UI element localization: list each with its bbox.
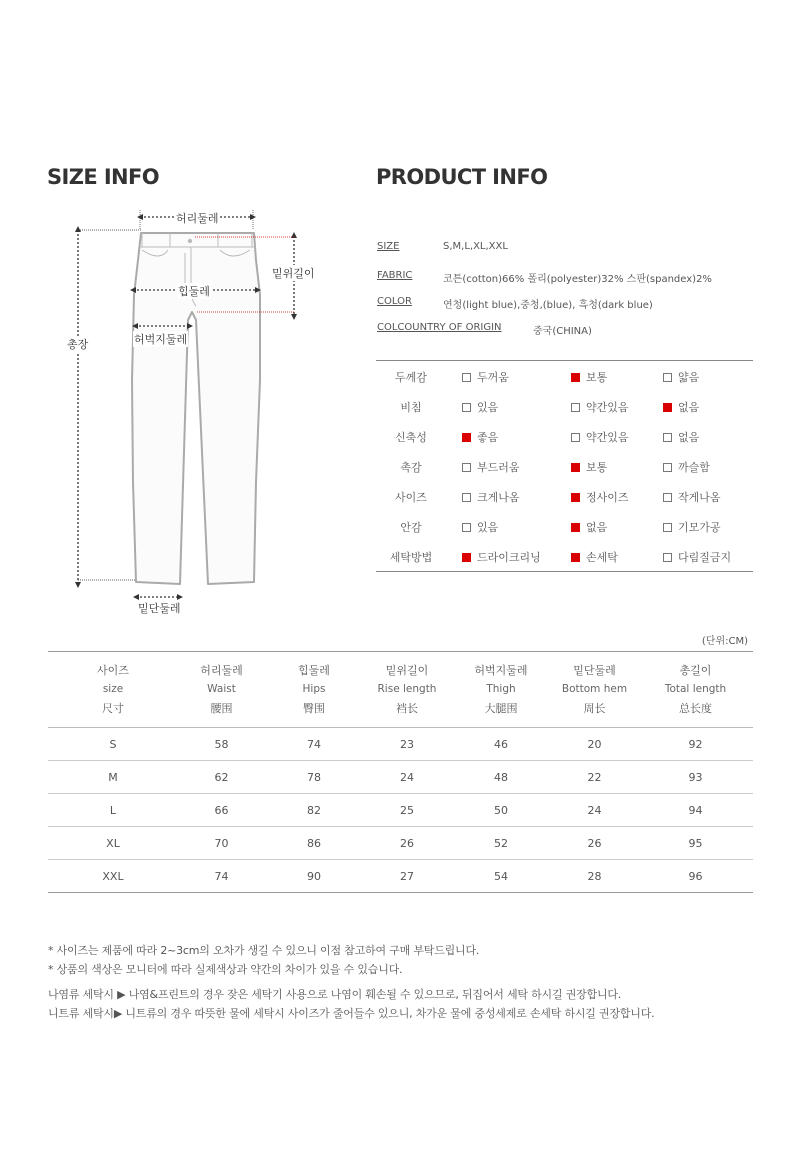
table-row [48,794,753,827]
checked-box-icon [663,403,672,412]
size-table-header [48,652,753,728]
info-key: FABRIC [377,270,413,281]
table-cell: 66 [178,794,265,827]
table-cell: 48 [451,761,551,794]
feel-option [663,399,699,415]
header-ko: 허리둘레 [200,664,243,677]
feel-option [571,549,618,565]
unchecked-box-icon [462,403,471,412]
header-zh: 裆长 [396,702,418,715]
feel-option [663,369,699,385]
feel-row [376,451,753,481]
header-en: size [102,683,124,695]
header-en: Total length [664,683,727,695]
table-cell: 90 [265,860,363,893]
rise-label: 밑위길이 [272,267,315,280]
hem-label: 밑단둘레 [138,602,181,615]
total-length-label: 총장 [67,338,89,351]
table-cell: 25 [363,794,451,827]
size-info-title: SIZE INFO [47,165,160,189]
feel-option-label: 드라이크리닝 [477,551,541,564]
feel-option-label: 약간있음 [586,401,629,414]
feel-option [571,399,629,415]
table-cell: 23 [363,728,451,761]
table-cell: 94 [638,794,753,827]
table-cell: 70 [178,827,265,860]
checked-box-icon [571,463,580,472]
unchecked-box-icon [663,433,672,442]
thigh-label: 허벅지둘레 [134,333,188,346]
unchecked-box-icon [571,403,580,412]
table-cell: 52 [451,827,551,860]
table-cell: 78 [265,761,363,794]
table-cell: 74 [178,860,265,893]
feel-option [462,399,498,415]
table-cell: 54 [451,860,551,893]
info-key: COLOR [377,296,412,307]
table-cell: 50 [451,794,551,827]
feel-option [663,459,710,475]
header-ko: 밑위길이 [385,664,429,677]
unchecked-box-icon [462,373,471,382]
product-info-title: PRODUCT INFO [376,165,548,189]
feel-label: 두께감 [395,371,427,384]
feel-row [376,481,753,511]
table-cell: 82 [265,794,363,827]
table-cell: XXL [48,860,178,893]
feel-option-label: 얇음 [678,371,700,384]
unchecked-box-icon [663,523,672,532]
feel-label: 신축성 [395,431,427,444]
header-ko: 힙둘레 [298,664,330,677]
unchecked-box-icon [663,463,672,472]
table-cell: 74 [265,728,363,761]
feel-option-label: 까슬함 [678,461,710,474]
feel-option [462,429,498,445]
checked-box-icon [571,553,580,562]
checked-box-icon [571,493,580,502]
unit-label: (단위:CM) [701,636,748,647]
header-en: Bottom hem [561,683,628,695]
feel-option-label: 보통 [586,371,608,384]
feel-option-label: 다림질금지 [678,551,732,564]
header-zh: 总长度 [679,702,712,715]
feel-option [462,369,509,385]
header-zh: 腰围 [210,702,233,715]
header-ko: 사이즈 [97,664,129,677]
feel-label: 세탁방법 [389,551,433,564]
size-table-header-cell [451,652,551,728]
header-ko: 허벅지둘레 [474,664,528,677]
feel-label: 사이즈 [395,491,427,504]
header-zh: 大腿围 [484,702,518,715]
size-table-header-cell [178,652,265,728]
table-row [48,761,753,794]
table-cell: 27 [363,860,451,893]
feel-option-label: 있음 [477,521,499,534]
table-cell: XL [48,827,178,860]
table-cell: 86 [265,827,363,860]
feel-option [571,369,607,385]
feel-option [663,549,731,565]
table-cell: 92 [638,728,753,761]
feel-option [462,459,520,475]
table-cell: 95 [638,827,753,860]
feel-row [376,421,753,451]
hip-label: 힙둘레 [178,285,210,298]
feel-row [376,541,753,571]
feel-option-label: 두꺼움 [477,371,509,384]
feel-option-label: 없음 [586,521,608,534]
table-cell: 46 [451,728,551,761]
table-cell: 26 [363,827,451,860]
checked-box-icon [571,373,580,382]
unchecked-box-icon [462,493,471,502]
table-cell: S [48,728,178,761]
feel-option-label: 약간있음 [586,431,629,444]
table-cell: 58 [178,728,265,761]
info-value: 중국(CHINA) [533,326,592,337]
header-zh: 周长 [583,702,606,715]
feel-option-label: 크게나옴 [477,491,520,504]
unchecked-box-icon [663,553,672,562]
table-cell: 24 [363,761,451,794]
note-color-variance: * 상품의 색상은 모니터에 따라 실제색상과 약간의 차이가 있을 수 있습니다. [48,963,403,976]
feel-row [376,361,753,391]
feel-option-label: 보통 [586,461,608,474]
table-cell: L [48,794,178,827]
table-cell: 26 [551,827,638,860]
size-table-header-cell [48,652,178,728]
feel-option [663,519,721,535]
table-row [48,860,753,893]
feel-option-label: 작게나옴 [678,491,721,504]
info-value: 코튼(cotton)66% 폴리(polyester)32% 스판(spandex)2% [443,274,712,285]
feel-option-label: 정사이즈 [586,491,629,504]
note-print-wash: 나염류 세탁시 ▶ 나염&프린트의 경우 잦은 세탁기 사용으로 나염이 훼손될 수 있으므로, 뒤집어서 세탁 하시길 권장합니다. [48,988,622,1001]
fabric-feel-table [376,360,753,572]
feel-option-label: 없음 [678,431,700,444]
feel-option [571,519,607,535]
table-cell: 62 [178,761,265,794]
feel-option [462,549,541,565]
info-value: S,M,L,XL,XXL [443,241,508,252]
header-en: Rise length [377,683,437,695]
checked-box-icon [462,433,471,442]
waist-label: 허리둘레 [176,212,219,225]
table-cell: 22 [551,761,638,794]
feel-option-label: 좋음 [477,431,499,444]
size-table-header-cell [265,652,363,728]
feel-label: 비침 [400,401,422,414]
table-cell: 93 [638,761,753,794]
feel-option [663,429,699,445]
info-key: SIZE [377,241,400,252]
table-cell: 96 [638,860,753,893]
feel-option [462,489,520,505]
feel-option [571,429,629,445]
header-zh: 臀围 [303,702,325,715]
header-en: Hips [302,683,326,695]
table-cell: 20 [551,728,638,761]
feel-option-label: 기모가공 [678,521,721,534]
size-table-header-cell [638,652,753,728]
feel-row [376,511,753,541]
unchecked-box-icon [462,463,471,472]
unchecked-box-icon [663,373,672,382]
pants-illustration [40,200,340,620]
feel-option-label: 손세탁 [586,551,618,564]
checked-box-icon [462,553,471,562]
feel-option [571,459,607,475]
table-cell: 24 [551,794,638,827]
size-table-header-cell [551,652,638,728]
unchecked-box-icon [663,493,672,502]
header-zh: 尺寸 [102,702,124,715]
pants-size-diagram [40,200,340,620]
feel-option-label: 없음 [678,401,700,414]
feel-label: 안감 [400,521,422,534]
feel-label: 촉감 [400,461,422,474]
note-knit-wash: 니트류 세탁시▶ 니트류의 경우 따뜻한 물에 세탁시 사이즈가 줄어들수 있으니, 차가운 물에 중성세제로 손세탁 하시길 권장합니다. [48,1007,655,1020]
header-ko: 총길이 [679,664,712,677]
table-cell: M [48,761,178,794]
checked-box-icon [571,523,580,532]
feel-option [571,489,629,505]
table-row [48,827,753,860]
feel-option [462,519,498,535]
feel-option-label: 있음 [477,401,499,414]
header-en: Thigh [486,683,516,695]
unchecked-box-icon [571,433,580,442]
size-table [48,651,753,893]
info-value: 연청(light blue),중청,(blue), 흑청(dark blue) [443,300,653,311]
table-cell: 28 [551,860,638,893]
feel-option [663,489,721,505]
unchecked-box-icon [462,523,471,532]
size-table-header-cell [363,652,451,728]
header-ko: 밑단둘레 [573,664,616,677]
note-size-tolerance: * 사이즈는 제품에 따라 2~3cm의 오차가 생길 수 있으니 이점 참고하여 구매 부탁드립니다. [48,944,480,957]
feel-row [376,391,753,421]
feel-option-label: 부드러움 [477,461,520,474]
info-key: COLCOUNTRY OF ORIGIN [377,322,502,333]
header-en: Waist [207,683,236,695]
table-row [48,728,753,761]
